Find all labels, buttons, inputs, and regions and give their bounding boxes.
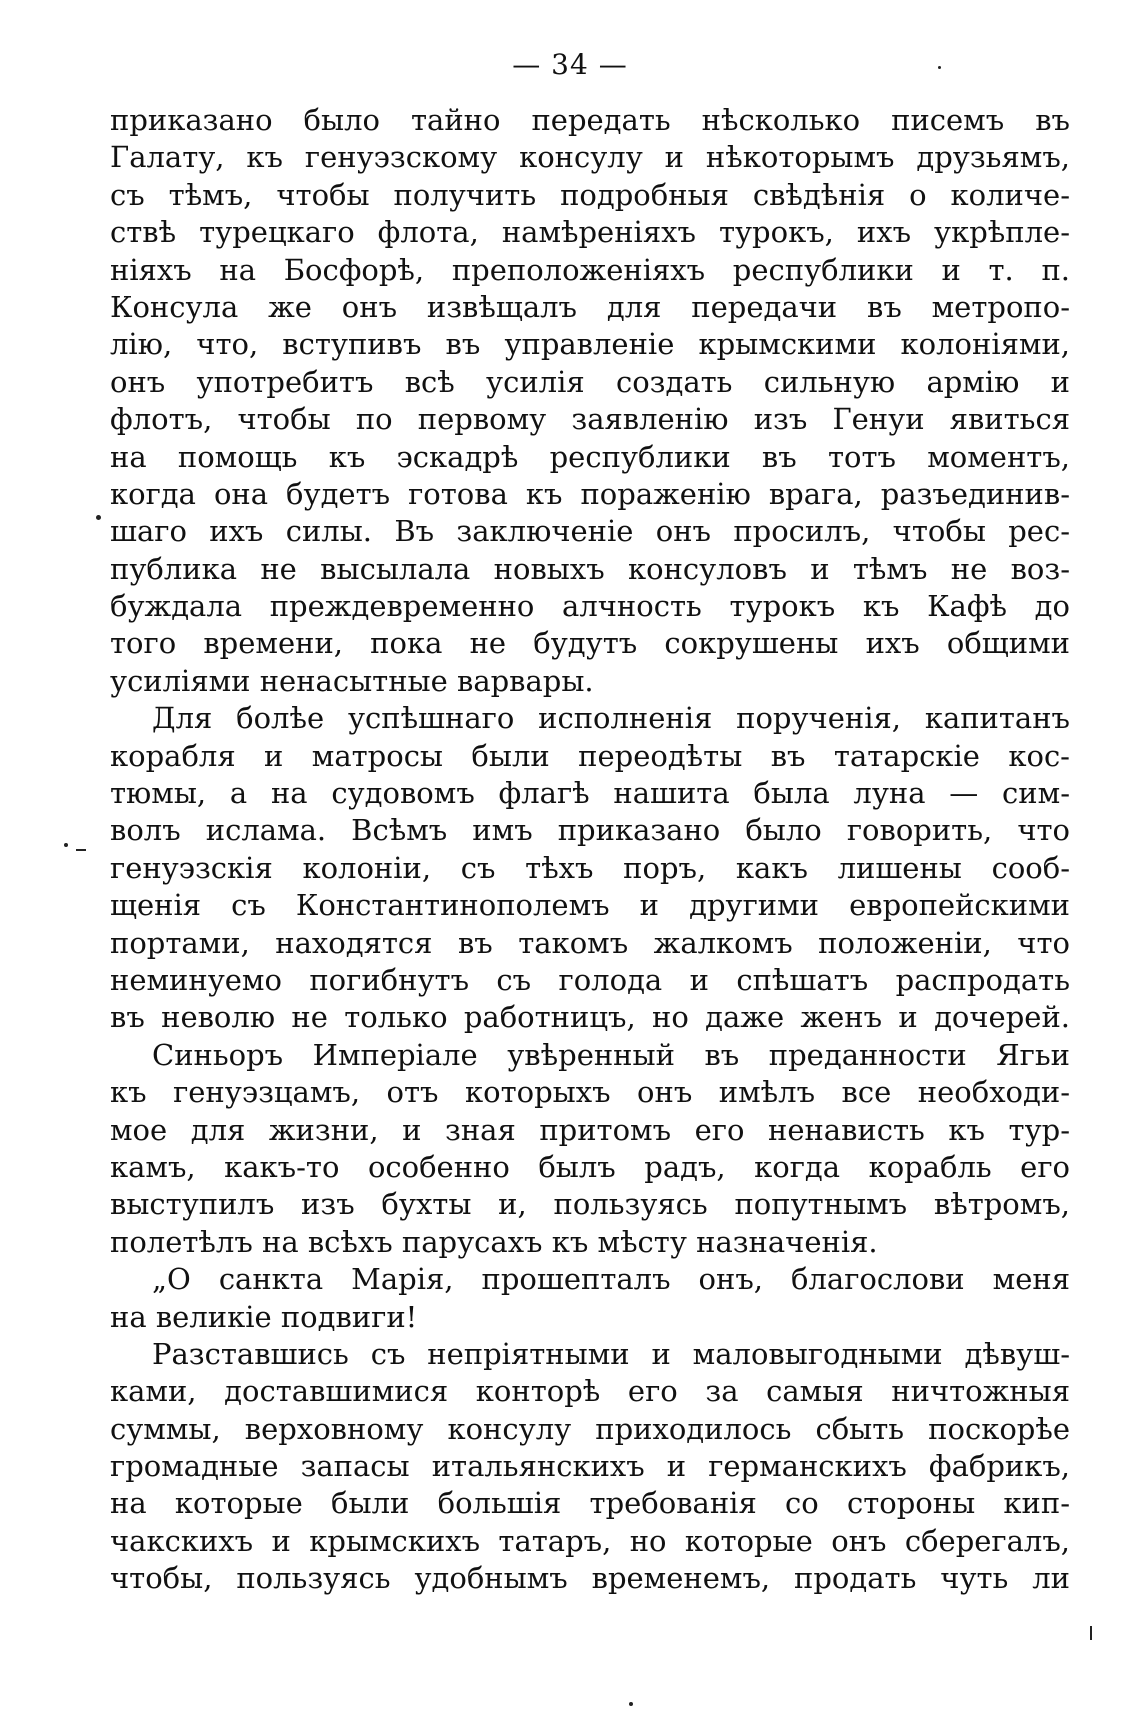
paragraph-start-line: Разставшись съ непріятными и маловыгодными дѣвуш-	[152, 1336, 1070, 1371]
print-speck	[938, 66, 941, 69]
print-speck	[76, 849, 86, 851]
print-speck	[629, 1702, 633, 1706]
paragraph-start-line: Синьоръ Имперіале увѣренный въ преданности Ягьи	[152, 1037, 1070, 1072]
text-line: публика не высылала новыхъ консуловъ и тѣмъ не воз-	[110, 551, 1070, 586]
paragraph-start-line: „О санкта Марія, прошепталъ онъ, благослови меня	[152, 1262, 1070, 1297]
text-line: камъ, какъ-то особенно былъ радъ, когда корабль его	[110, 1149, 1070, 1184]
text-line: къ генуэзцамъ, отъ которыхъ онъ имѣлъ все необходи-	[110, 1075, 1070, 1110]
text-line: на великіе подвиги!	[110, 1299, 418, 1334]
text-line: корабля и матросы были переодѣты въ татарскіе кос-	[110, 738, 1070, 773]
text-line: когда она будетъ готова къ пораженію врага, разъединив-	[110, 476, 1070, 511]
paragraph-start-line: Для болѣе успѣшнаго исполненія порученія, капитанъ	[152, 701, 1070, 736]
text-line: суммы, верховному консулу приходилось сбыть поскорѣе	[110, 1411, 1070, 1446]
text-line: щенія съ Константинополемъ и другими европейскими	[110, 888, 1070, 923]
text-line: волъ ислама. Всѣмъ имъ приказано было говорить, что	[110, 813, 1070, 848]
text-line: чакскихъ и крымскихъ татаръ, но которые онъ сберегалъ,	[110, 1523, 1070, 1558]
text-line: тюмы, а на судовомъ флагѣ нашита была луна — сим-	[110, 776, 1070, 811]
text-line: полетѣлъ на всѣхъ парусахъ къ мѣсту назначенія.	[110, 1224, 878, 1259]
print-speck	[1090, 1626, 1092, 1640]
text-line: усиліями ненасытные варвары.	[110, 663, 594, 698]
text-line: ніяхъ на Босфорѣ, преположеніяхъ республики и т. п.	[110, 252, 1070, 287]
text-line: ками, доставшимися конторѣ его за самыя ничтожныя	[110, 1374, 1070, 1409]
text-line: громадные запасы итальянскихъ и германскихъ фабрикъ,	[110, 1449, 1070, 1484]
text-line: выступилъ изъ бухты и, пользуясь попутнымъ вѣтромъ,	[110, 1187, 1070, 1222]
text-line: съ тѣмъ, чтобы получить подробныя свѣдѣнія о количе-	[110, 177, 1070, 212]
text-line: мое для жизни, и зная притомъ его ненависть къ тур-	[110, 1112, 1070, 1147]
text-line: ствѣ турецкаго флота, намѣреніяхъ турокъ, ихъ укрѣпле-	[110, 215, 1070, 250]
print-speck	[64, 843, 68, 847]
text-line: шаго ихъ силы. Въ заключеніе онъ просилъ, чтобы рес-	[110, 514, 1070, 549]
print-speck	[96, 515, 101, 520]
text-line: буждала преждевременно алчность турокъ къ Кафѣ до	[110, 589, 1070, 624]
text-line: онъ употребитъ всѣ усилія создать сильную армію и	[110, 364, 1070, 399]
page-number: — 34 —	[512, 48, 628, 81]
text-line: на помощь къ эскадрѣ республики въ тотъ моментъ,	[110, 439, 1070, 474]
text-line: лію, что, вступивъ въ управленіе крымскими колоніями,	[110, 327, 1070, 362]
text-line: неминуемо погибнутъ съ голода и спѣшатъ распродать	[110, 962, 1070, 997]
text-line: на которые были большія требованія со стороны кип-	[110, 1486, 1070, 1521]
text-line: Галату, къ генуэзскому консулу и нѣкоторымъ друзьямъ,	[110, 140, 1070, 175]
text-line: флотъ, чтобы по первому заявленію изъ Генуи явиться	[110, 402, 1070, 437]
text-line: портами, находятся въ такомъ жалкомъ положеніи, что	[110, 925, 1070, 960]
body-text	[110, 102, 1070, 1598]
text-line: генуэзскія колоніи, съ тѣхъ поръ, какъ лишены сооб-	[110, 850, 1070, 885]
text-line: въ неволю не только работницъ, но даже женъ и дочерей.	[110, 1000, 1070, 1035]
text-line: приказано было тайно передать нѣсколько писемъ въ	[110, 103, 1070, 137]
text-line: чтобы, пользуясь удобнымъ временемъ, продать чуть ли	[110, 1561, 1070, 1596]
text-line: того времени, пока не будутъ сокрушены ихъ общими	[110, 626, 1070, 661]
text-line: Консула же онъ извѣщалъ для передачи въ метропо-	[110, 289, 1070, 324]
